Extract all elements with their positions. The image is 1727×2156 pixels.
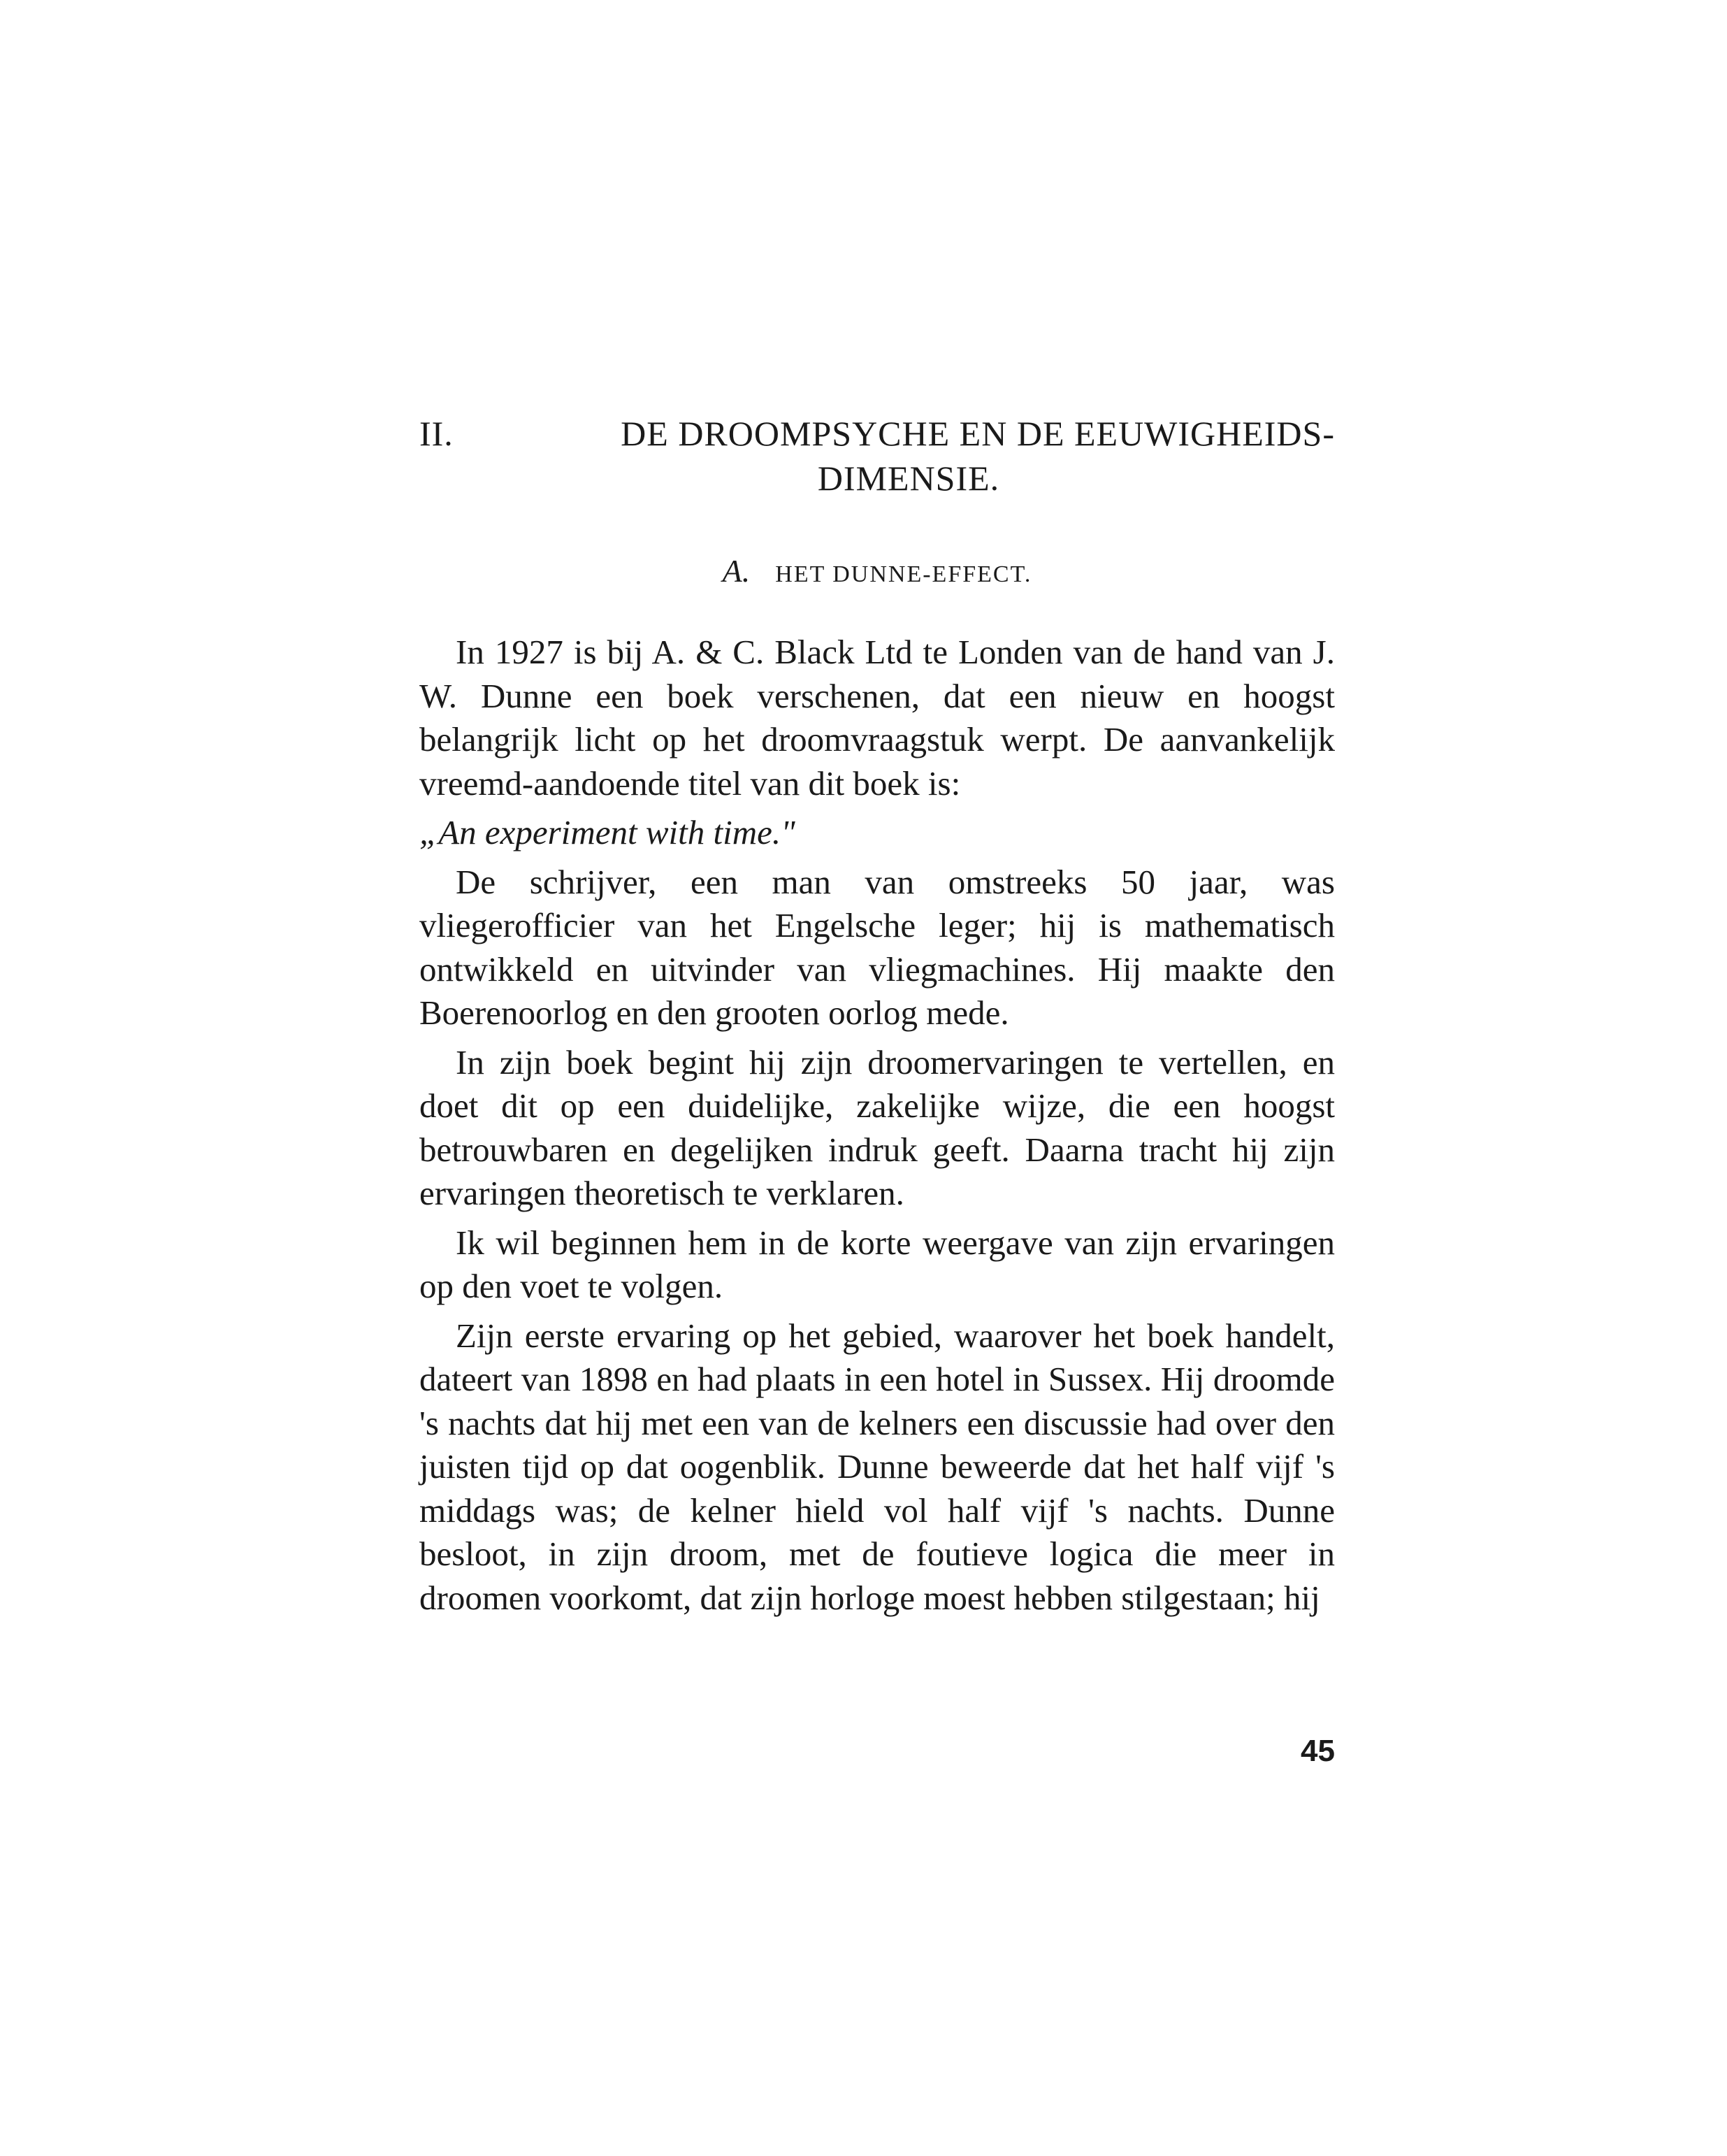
paragraph-1: In 1927 is bij A. & C. Black Ltd te Londen van de hand van J. W. Dunne een boek verschenen, dat een nieuw en hoogst belangrijk licht op het droomvraagstuk werpt. De aanvankelijk vreemd-aandoende titel van dit boek is: xyxy=(419,633,1335,803)
section-title: HET DUNNE-EFFECT. xyxy=(775,561,1032,587)
chapter-title-line1: DE DROOMPSYCHE EN DE EEUWIGHEIDS- xyxy=(621,414,1335,453)
paragraph-5: Zijn eerste ervaring op het gebied, waarover het boek handelt, dateert van 1898 en had plaats in een hotel in Sussex. Hij droomde 's nachts dat hij met een van de kelners een discussie had over den juisten tijd op dat oogenblik. Dunne beweerde dat het half vijf 's middags was; de kelner hield vol half vijf 's nachts. Dunne besloot, in zijn droom, met de foutieve logica die meer in droomen voorkomt, dat zijn horloge moest hebben stilgestaan; hij xyxy=(419,1316,1335,1617)
book-title-quote: „An experiment with time." xyxy=(419,813,795,851)
chapter-heading-line1 xyxy=(419,411,1335,456)
chapter-title-line2: DIMENSIE. xyxy=(817,459,1000,498)
page-number: 45 xyxy=(1301,1734,1335,1768)
paragraph-3: In zijn boek begint hij zijn droomervaringen te vertellen, en doet dit op een duidelijke, zakelijke wijze, die een hoogst betrouwbaren en degelijken indruk geeft. Daarna tracht hij zijn ervaringen theoretisch te verklaren. xyxy=(419,1042,1335,1212)
chapter-number: II. xyxy=(419,414,454,453)
chapter-heading xyxy=(419,411,1335,501)
section-heading xyxy=(419,552,1335,589)
body-text xyxy=(419,631,1335,1625)
paragraph-4: Ik wil beginnen hem in de korte weergave van zijn ervaringen op den voet te volgen. xyxy=(419,1223,1335,1305)
paragraph-2: De schrijver, een man van omstreeks 50 jaar, was vliegerofficier van het Engelsche leger; hij is mathematisch ontwikkeld en uitvinder van vliegmachines. Hij maakte den Boerenoorlog en den grooten oorlog mede. xyxy=(419,862,1335,1032)
section-letter: A. xyxy=(722,553,751,589)
